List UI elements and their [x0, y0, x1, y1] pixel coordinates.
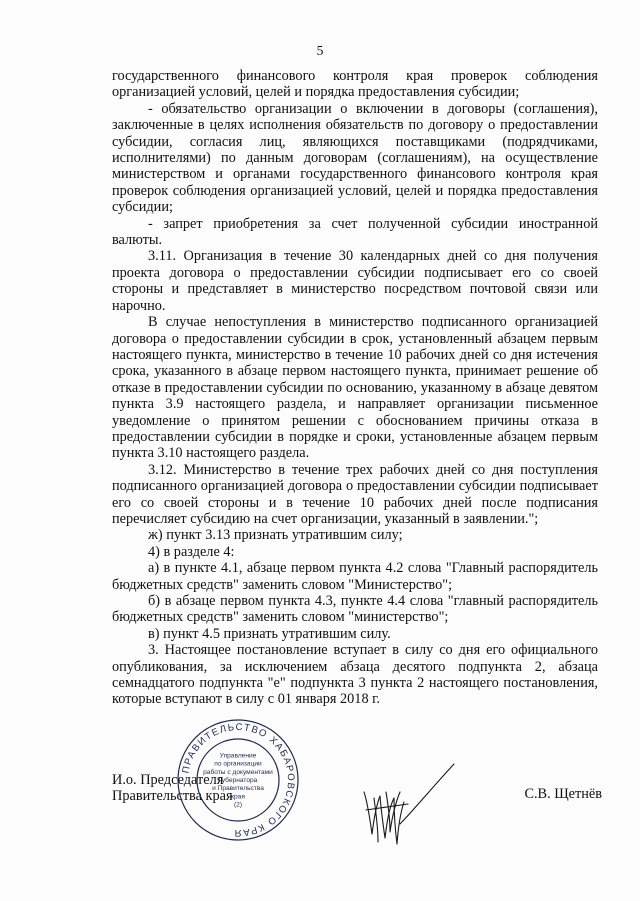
signer-position-line-2: Правительства края	[112, 788, 233, 805]
paragraph: В случае непоступления в министерство подписанного организацией договора о предоставлении субсидии в срок, установленный абзацем первым настоящего пункта, министерство в течение 10 рабочих дней со дня истечения срока, указанного в абзаце первом настоящего пункта, принимает решение об отказе в предоставлении субсидии по основанию, указанному в абзаце девятом пункта 3.9 настоящего раздела, и направляет организации письменное уведомление о принятом решении с обоснованием причины отказа в предоставлении субсидии в порядке и сроки, установленные абзацем первым пункта 3.10 настоящего раздела.	[112, 314, 598, 462]
paragraph: 3.11. Организация в течение 30 календарных дней со дня получения проекта договора о предоставлении субсидии подписывает его со своей стороны и представляет в министерство посредством почтовой связи или нарочно.	[112, 248, 598, 314]
signer-position-line-1: И.о. Председателя	[112, 772, 224, 788]
seal-outer-text: ПРАВИТЕЛЬСТВО ХАБАРОВСКОГО КРАЯ	[180, 721, 297, 839]
paragraph: 3. Настоящее постановление вступает в силу со дня его официального опубликования, за исключением абзаца десятого подпункта 2, абзаца семнадцатого подпункта "е" подпункта 3 пункта 2 настоящего постановления, которые вступают в силу с 01 января 2018 г.	[112, 642, 598, 708]
paragraph: 4) в разделе 4:	[148, 543, 235, 560]
handwritten-signature	[350, 752, 470, 852]
document-body	[112, 68, 598, 708]
paragraph: 3.12. Министерство в течение трех рабочих дней со дня поступления подписанного организацией договора о предоставлении субсидии подписывает его со своей стороны и в течение 10 рабочих дней после подписания перечисляет субсидию на счет организации, указанный в заявлении.";	[112, 461, 598, 527]
paragraph: а) в пункте 4.1, абзаце первом пункта 4.2 слова "Главный распорядитель бюджетных средств" заменить словом "Министерство";	[112, 560, 598, 593]
paragraph: б) в абзаце первом пункта 4.3, пункте 4.4 слова "главный распорядитель бюджетных средств" заменить словом "министерство";	[112, 593, 598, 626]
seal-inner-line: (2)	[233, 801, 243, 809]
page-number: 5	[316, 43, 324, 58]
paragraph: ж) пункт 3.13 признать утратившим силу;	[148, 527, 403, 544]
seal-inner-line: Управление	[219, 752, 257, 760]
seal-inner-line: Губернатора	[218, 777, 258, 784]
seal-inner-line: по организации	[214, 760, 262, 768]
seal-inner-line: края	[231, 793, 245, 801]
seal-inner-line: работы с документами	[203, 768, 273, 776]
paragraph: государственного финансового контроля края проверок соблюдения организацией условий, целей и порядка предоставления субсидии;	[112, 68, 598, 101]
signer-name: С.В. Щетнёв	[524, 786, 602, 802]
paragraph: - запрет приобретения за счет полученной субсидии иностранной валюты.	[112, 215, 598, 249]
paragraph: - обязательство организации о включении в договоры (соглашения), заключенные в целях исполнения обязательств по договору о предоставлении субсидии, согласия лиц, являющихся поставщиками (подрядчиками, исполнителями) по данным договорам (соглашениям), на осуществление министерством и органами государственного финансового контроля края проверок соблюдения организацией условий, целей и порядка предоставления субсидии;	[112, 100, 598, 216]
paragraph: в) пункт 4.5 признать утратившим силу.	[148, 625, 391, 642]
official-seal	[176, 718, 300, 842]
seal-inner-line: и Правительства	[212, 785, 264, 793]
